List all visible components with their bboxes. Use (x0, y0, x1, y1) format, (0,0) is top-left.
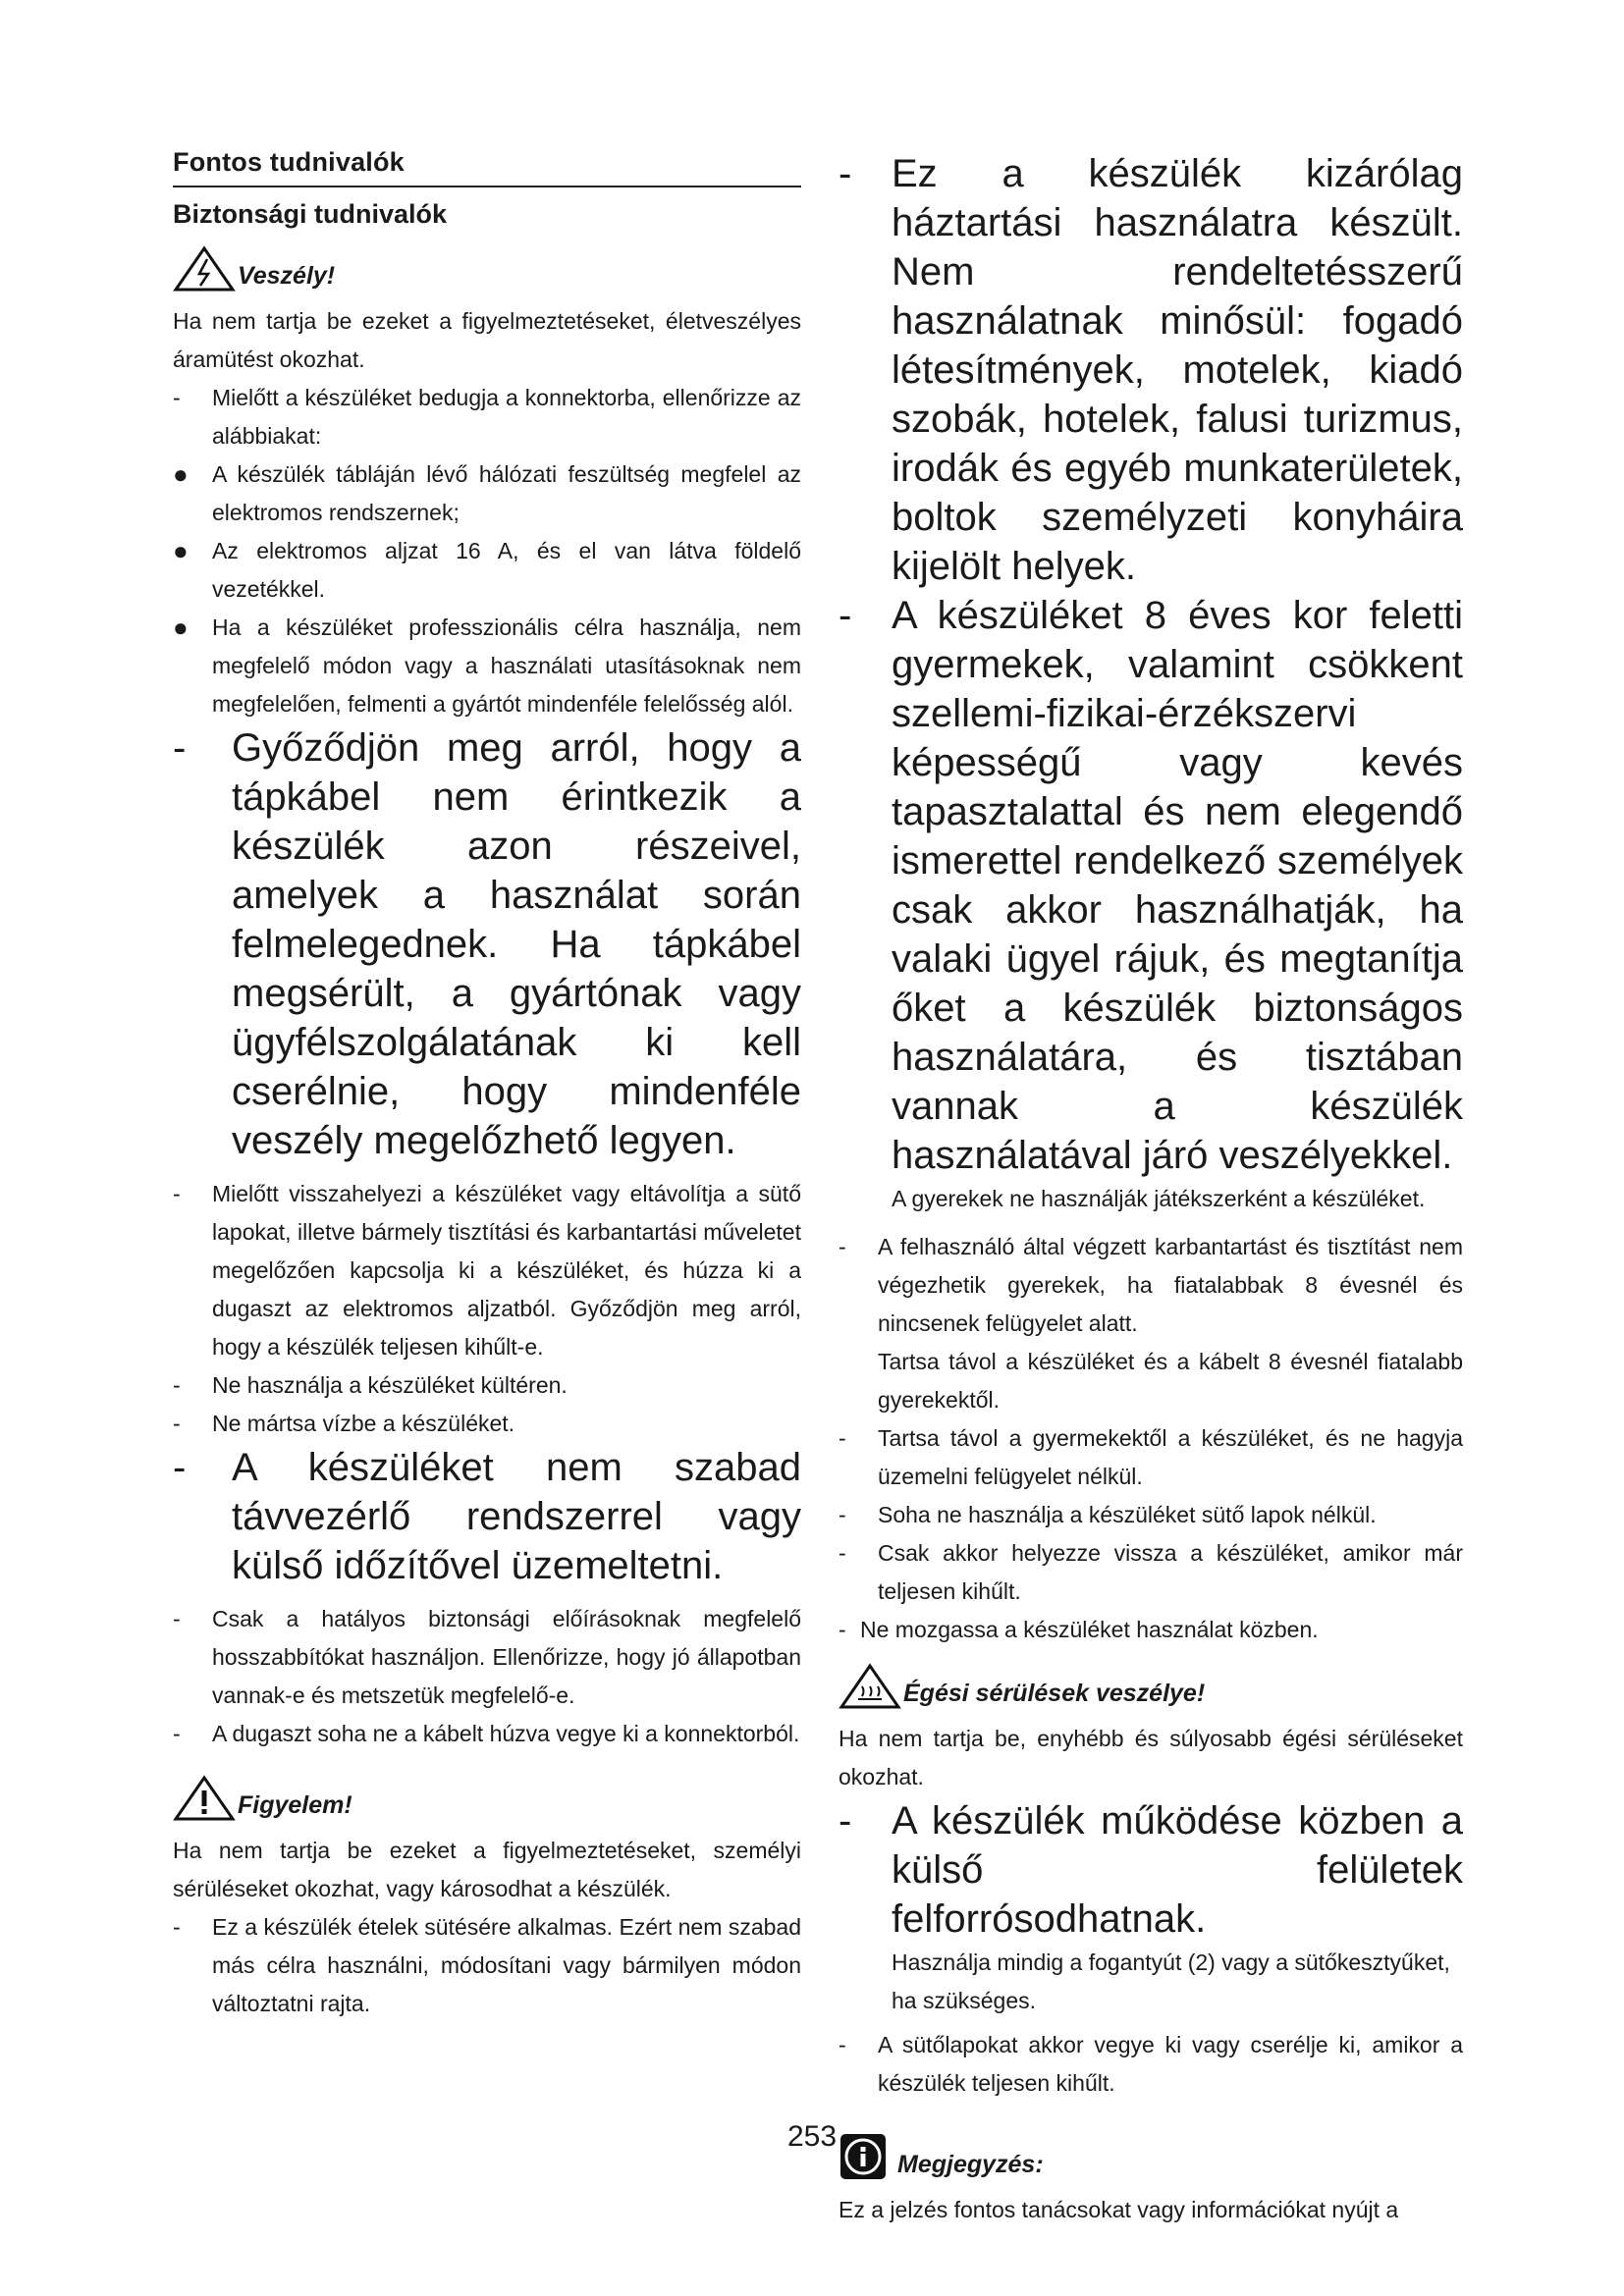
list-item (173, 1366, 801, 1405)
danger-label: Veszély! (238, 262, 336, 290)
danger-heading (173, 245, 801, 293)
list-item (839, 1611, 1463, 1649)
bullet-text: Ha a készüléket professzionális célra használja, nem megfelelő módon vagy a használati utasításoknak nem megfelelően, felmenti a gyártót mindenféle felelősség alól. (212, 614, 801, 717)
maintenance-extra: Tartsa távol a készüléket és a kábelt 8 évesnél fiatalabb gyerekektől. (878, 1349, 1463, 1413)
list-item (839, 2026, 1463, 2103)
bullet-marker: ● (173, 536, 189, 565)
caution-label: Figyelem! (238, 1791, 352, 1819)
bullet-item (173, 455, 801, 532)
danger-intro: Ha nem tartja be ezeket a figyelmeztetéseket, életveszélyes áramütést okozhat. (173, 308, 801, 372)
item-text: A felhasználó által végzett karbantartást és tisztítást nem végezhetik gyerekek, ha fiatalabbak 8 évesnél és nincsenek felügyelet alatt. (878, 1234, 1463, 1336)
left-column (173, 147, 801, 2023)
item-text: Ez a készülék ételek sütésére alkalmas. Ezért nem szabad más célra használni, módosítani vagy bármilyen módon változtatni rajta. (212, 1914, 801, 2016)
warning-icon (173, 1775, 236, 1822)
item-text: Ez a készülék kizárólag háztartási használatra készült. Nem rendeltetésszerű használatnak minősül: fogadó létesítmények, motelek, kiadó szobák, hotelek, falusi turizmus, irodák és egyéb munkaterületek, boltok személyzeti konyháira kijelölt helyek. (892, 152, 1463, 588)
bullet-marker: ● (173, 613, 189, 642)
burn-intro: Ha nem tartja be, enyhébb és súlyosabb égési sérüléseket okozhat. (839, 1726, 1463, 1789)
children-play-note: A gyerekek ne használják játékszerként a készüléket. (892, 1186, 1426, 1211)
list-item-emphasis (839, 591, 1463, 1180)
section-subtitle: Biztonsági tudnivalók (173, 199, 448, 229)
caution-intro: Ha nem tartja be ezeket a figyelmeztetéseket, személyi sérüléseket okozhat, vagy károsodhat a készülék. (173, 1838, 801, 1901)
electric-hazard-icon (173, 245, 236, 293)
list-item (839, 1496, 1463, 1534)
item-text: Csak akkor helyezze vissza a készüléket, amikor már teljesen kihűlt. (878, 1540, 1463, 1604)
list-item (839, 1228, 1463, 1343)
item-text: Tartsa távol a gyermekektől a készüléket, és ne hagyja üzemelni felügyelet nélkül. (878, 1425, 1463, 1489)
item-text: Mielőtt a készüléket bedugja a konnektorba, ellenőrizze az alábbiakat: (212, 385, 801, 449)
burn-heading (839, 1663, 1463, 1710)
bullet-text: Az elektromos aljzat 16 A, és el van látva földelő vezetékkel. (212, 538, 801, 602)
hot-extra: Használja mindig a fogantyút (2) vagy a sütőkesztyűket, ha szükséges. (892, 1949, 1450, 2013)
dash-marker: - (839, 1799, 852, 1842)
bullet-item (173, 532, 801, 609)
dash-marker: - (173, 726, 187, 770)
list-item-emphasis (839, 1796, 1463, 1944)
list-item-emphasis (173, 723, 801, 1165)
dash-marker: - (839, 1540, 846, 1566)
dash-marker: - (173, 1721, 181, 1746)
caution-heading (173, 1775, 801, 1822)
dash-marker: - (839, 1617, 846, 1642)
list-item (173, 1908, 801, 2023)
dash-marker: - (173, 385, 181, 410)
dash-marker: - (839, 2032, 846, 2057)
dash-marker: - (173, 1914, 181, 1940)
dash-marker: - (839, 1502, 846, 1527)
item-text: Ne használja a készüléket kültéren. (212, 1372, 568, 1398)
item-text: A készüléket nem szabad távvezérlő rendszerrel vagy külső időzítővel üzemeltetni. (232, 1446, 801, 1587)
dash-marker: - (173, 1606, 181, 1631)
page-number: 253 (786, 2120, 838, 2153)
item-text: A készülék működése közben a külső felületek felforrósodhatnak. (892, 1799, 1463, 1941)
dash-marker: - (173, 1411, 181, 1436)
list-item (173, 1715, 801, 1753)
list-item (173, 1600, 801, 1715)
item-text: Győződjön meg arról, hogy a tápkábel nem érintkezik a készülék azon részeivel, amelyek a használat során felmelegednek. Ha tápkábel megsérült, a gyártónak vagy ügyfélszolgálatának ki kell cserélnie, hogy mindenféle veszély megelőzhető legyen. (232, 726, 801, 1162)
list-item (173, 1405, 801, 1443)
dash-marker: - (173, 1446, 187, 1489)
bullet-marker: ● (173, 459, 189, 489)
list-item (839, 1419, 1463, 1496)
item-text: Ne mozgassa a készüléket használat közben. (860, 1617, 1319, 1642)
burn-label: Égési sérülések veszélye! (903, 1680, 1206, 1707)
item-text: A készüléket 8 éves kor feletti gyermekek, valamint csökkent szellemi-fizikai-érzékszervi képességű vagy kevés tapasztalattal és nem elegendő ismerettel rendelkező személyek csak akkor használhatják, ha valaki ügyel rájuk, és megtanítja őket a készülék biztonságos használatára, és tisztában vannak a készülék használatával járó veszélyekkel. (892, 594, 1463, 1177)
dash-marker: - (173, 1181, 181, 1206)
item-text: A sütőlapokat akkor vegye ki vagy cserélje ki, amikor a készülék teljesen kihűlt. (878, 2032, 1463, 2096)
item-text: Csak a hatályos biztonsági előírásoknak megfelelő hosszabbítókat használjon. Ellenőrizze, hogy jó állapotban vannak-e és metszetük megfelelő-e. (212, 1606, 801, 1708)
list-item-emphasis (839, 149, 1463, 591)
list-item (173, 1175, 801, 1366)
item-text: Ne mártsa vízbe a készüléket. (212, 1411, 515, 1436)
list-item-emphasis (173, 1443, 801, 1590)
dash-marker: - (173, 1372, 181, 1398)
section-title: Fontos tudnivalók (173, 147, 801, 187)
bullet-item (173, 609, 801, 723)
dash-marker: - (839, 1234, 846, 1259)
item-text: Soha ne használja a készüléket sütő lapok nélkül. (878, 1502, 1377, 1527)
note-text: Ez a jelzés fontos tanácsokat vagy információkat nyújt a (839, 2197, 1399, 2222)
item-text: Mielőtt visszahelyezi a készüléket vagy eltávolítja a sütő lapokat, illetve bármely tisztítási és karbantartási műveletet megelőzően kapcsolja ki a készüléket, és húzza ki a dugaszt az elektromos aljzatból. Győződjön meg arról, hogy a készülék teljesen kihűlt-e. (212, 1181, 801, 1360)
hot-surface-icon (839, 1663, 901, 1710)
list-item (839, 1534, 1463, 1611)
dash-marker: - (839, 594, 852, 637)
list-item (173, 379, 801, 455)
dash-marker: - (839, 1425, 846, 1451)
item-text: A dugaszt soha ne a kábelt húzva vegye ki a konnektorból. (212, 1721, 800, 1746)
note-label: Megjegyzés: (897, 2151, 1044, 2178)
dash-marker: - (839, 152, 852, 195)
bullet-text: A készülék tábláján lévő hálózati feszültség megfelel az elektromos rendszernek; (212, 461, 801, 525)
right-column (839, 149, 1463, 2229)
